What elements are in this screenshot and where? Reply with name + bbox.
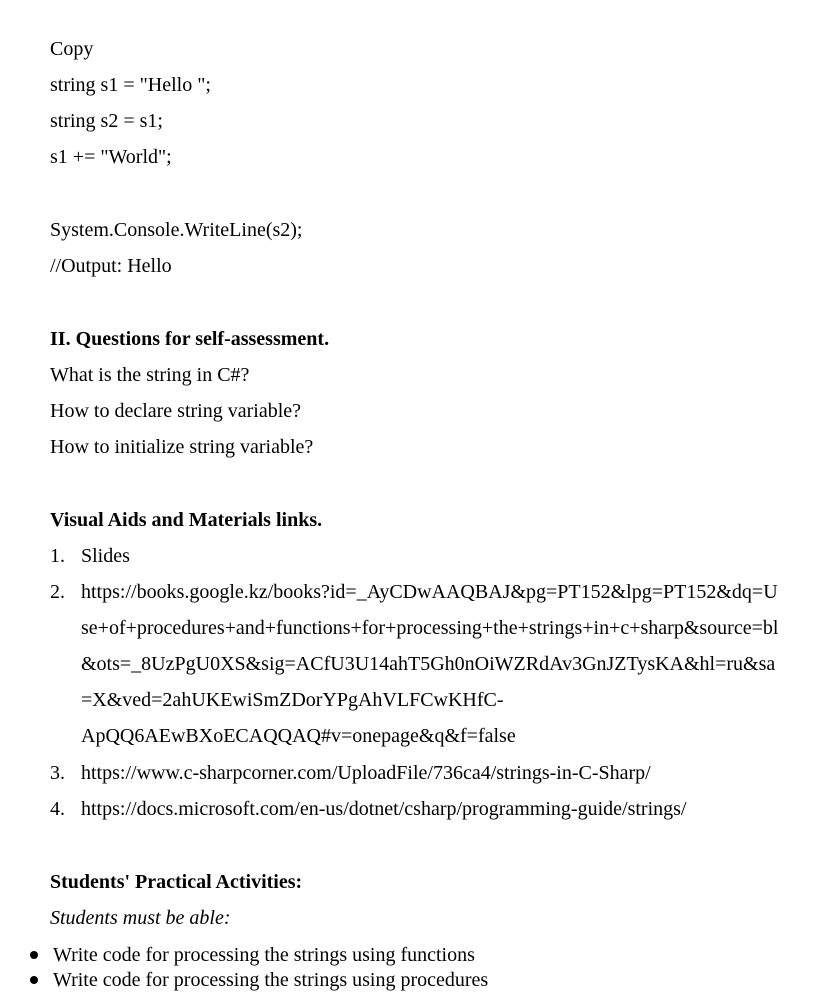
- list-number: 3.: [50, 762, 65, 784]
- bullet-icon: [30, 976, 38, 984]
- link-google-books[interactable]: se+of+procedures+and+functions+for+processing+the+strings+in+c+sharp&source=bl: [81, 617, 779, 639]
- activities-subheading: Students must be able:: [50, 907, 231, 929]
- bullet-icon: [30, 951, 38, 959]
- link-google-books[interactable]: &ots=_8UzPgU0XS&sig=ACfU3U14ahT5Gh0nOiWZRdAv3GnJZTysKA&hl=ru&sa: [81, 653, 776, 675]
- code-line: string s2 = s1;: [50, 110, 163, 132]
- code-line: string s1 = "Hello ";: [50, 74, 211, 96]
- section-heading-activities: Students' Practical Activities:: [50, 871, 303, 893]
- list-number: 4.: [50, 798, 65, 820]
- code-line: System.Console.WriteLine(s2);: [50, 219, 303, 241]
- question-item: How to initialize string variable?: [50, 436, 314, 458]
- copy-label[interactable]: Copy: [50, 38, 94, 60]
- link-google-books[interactable]: =X&ved=2ahUKEwiSmZDorYPgAhVLFCwKHfC-: [81, 689, 504, 711]
- link-google-books[interactable]: https://books.google.kz/books?id=_AyCDwAAQBAJ&pg=PT152&lpg=PT152&dq=U: [81, 581, 778, 603]
- code-line: //Output: Hello: [50, 255, 172, 277]
- link-c-sharpcorner[interactable]: https://www.c-sharpcorner.com/UploadFile/736ca4/strings-in-C-Sharp/: [81, 762, 651, 784]
- list-number: 1.: [50, 545, 65, 567]
- code-line: s1 += "World";: [50, 146, 172, 168]
- bullet-item: Write code for processing the strings using procedures: [53, 969, 489, 991]
- link-google-books[interactable]: ApQQ6AEwBXoECAQQAQ#v=onepage&q&f=false: [81, 725, 516, 747]
- bullet-item: Write code for processing the strings using functions: [53, 944, 475, 966]
- section-heading-materials: Visual Aids and Materials links.: [50, 509, 323, 531]
- list-item-slides: Slides: [81, 545, 130, 567]
- section-heading-self-assessment: II. Questions for self-assessment.: [50, 328, 330, 350]
- question-item: What is the string in C#?: [50, 364, 250, 386]
- link-microsoft-docs[interactable]: https://docs.microsoft.com/en-us/dotnet/csharp/programming-guide/strings/: [81, 798, 687, 820]
- list-number: 2.: [50, 581, 65, 603]
- question-item: How to declare string variable?: [50, 400, 302, 422]
